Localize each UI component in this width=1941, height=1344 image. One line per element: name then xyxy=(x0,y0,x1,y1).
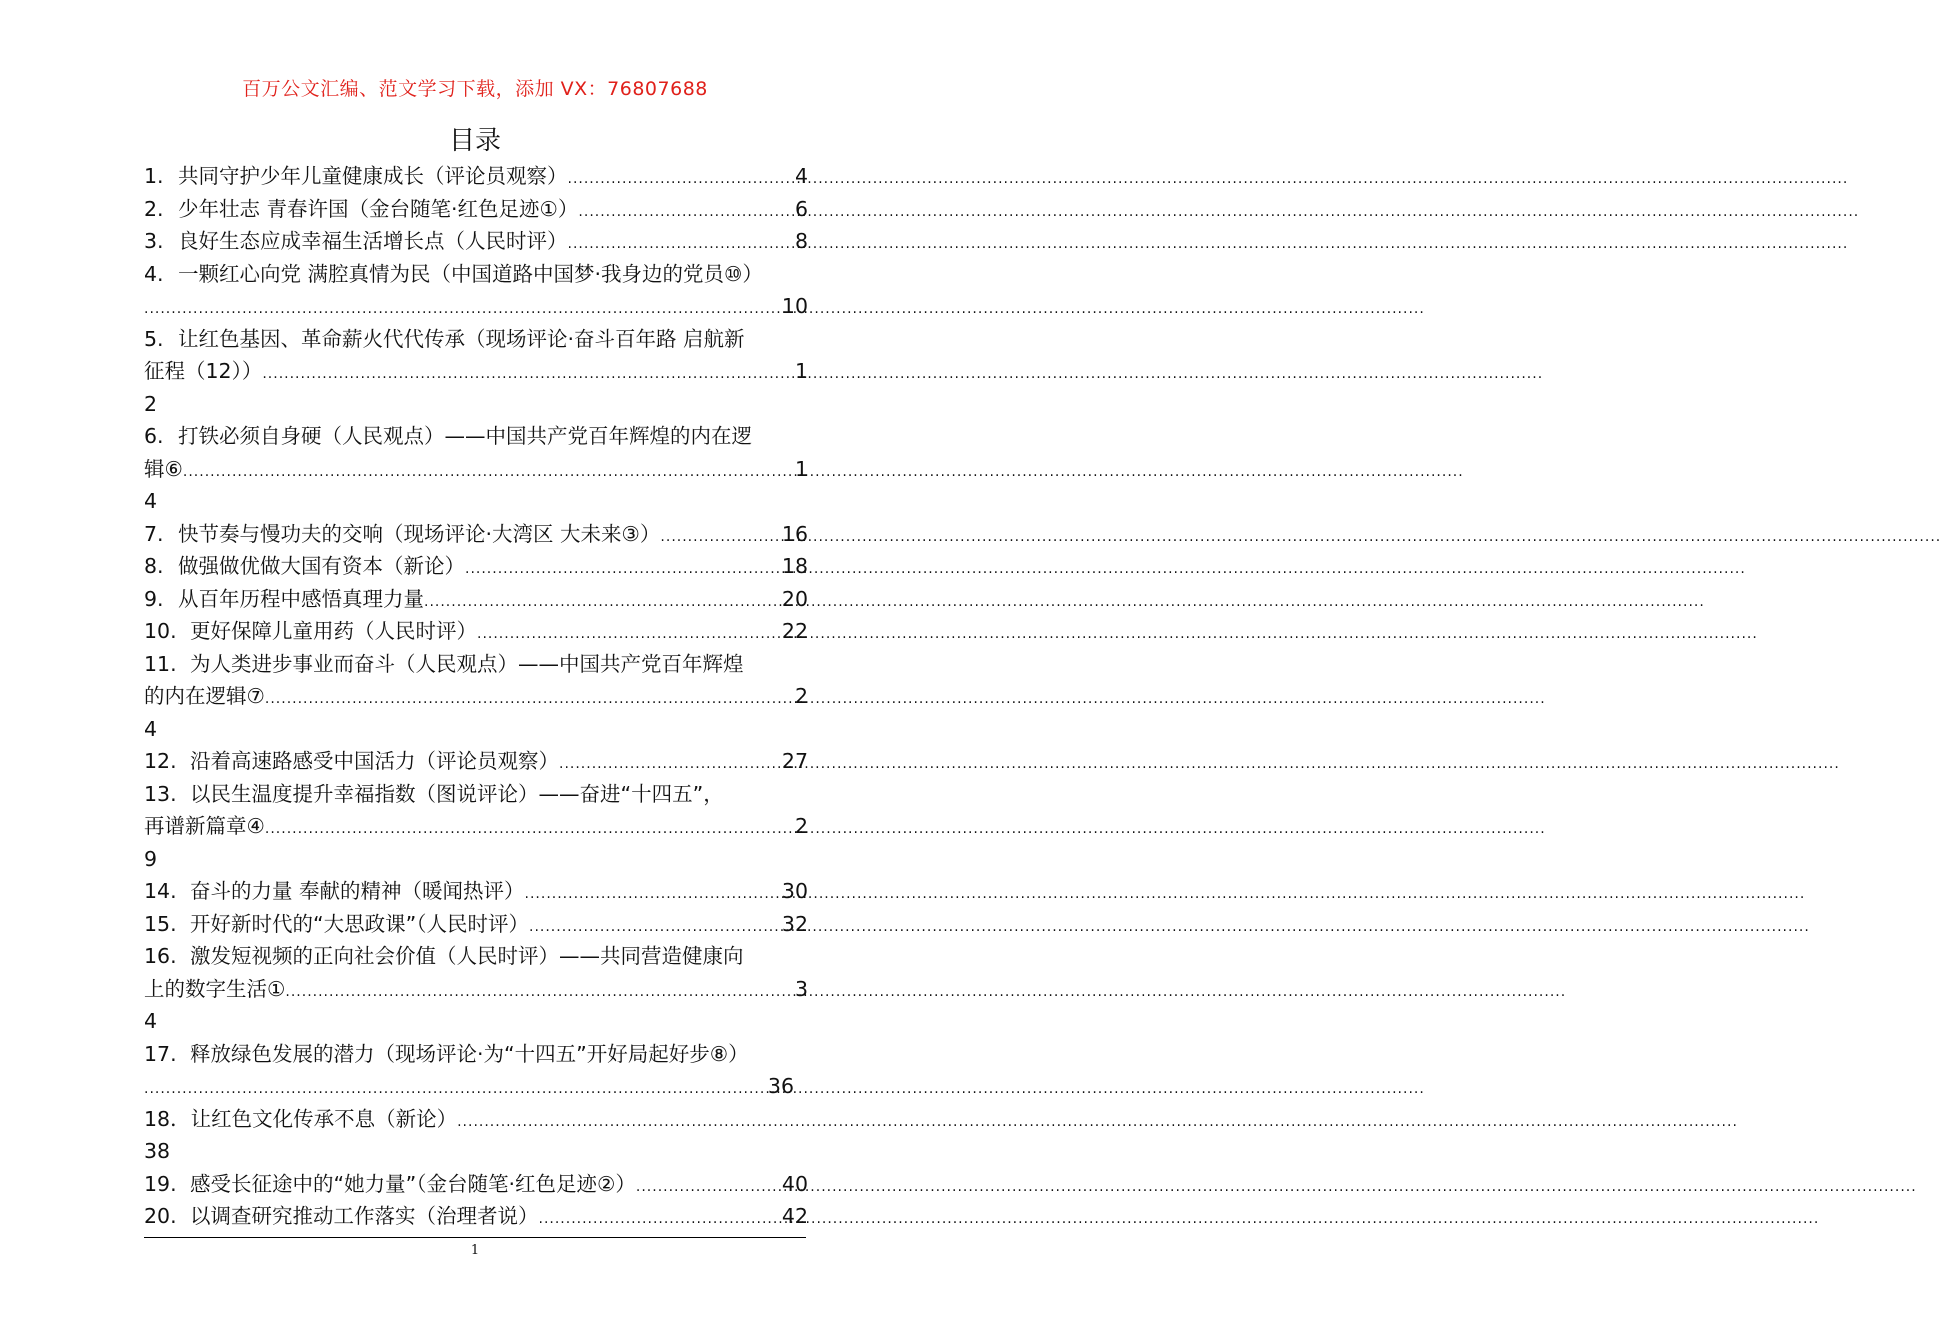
toc-entry[interactable]: 8. 做强做优做大国有资本（新论） ..... 18 xyxy=(144,550,808,583)
toc-entry-page-wrap xyxy=(144,485,808,518)
toc-entry-page: 1 xyxy=(794,456,808,481)
toc-entry[interactable]: 7. 快节奏与慢功夫的交响（现场评论·大湾区 大未来③） ..... 16 xyxy=(144,518,808,551)
toc-entry-page: 2 xyxy=(144,391,158,416)
footer-divider xyxy=(144,1237,806,1238)
leader-dots xyxy=(183,462,793,482)
toc-entry[interactable]: 16. 激发短视频的正向社会价值（人民时评）——共同营造健康向 xyxy=(144,940,808,973)
toc-entry-title: 良好生态应成幸福生活增长点（人民时评） xyxy=(178,229,568,253)
toc-entry-title: 的内在逻辑⑦ xyxy=(144,684,265,708)
toc-entry-continuation[interactable] xyxy=(144,680,808,713)
toc-entry-title: 辑⑥ xyxy=(144,456,183,481)
toc-entry-title: 做强做优做大国有资本（新论） xyxy=(178,554,465,578)
toc-entry[interactable]: 15. 开好新时代的“大思政课”（人民时评） ..... 32 xyxy=(144,908,808,941)
toc-entry-page: 4 xyxy=(144,1009,158,1033)
toc-entry-page: 30 xyxy=(781,879,808,903)
toc-entry-title: 以民生温度提升幸福指数（图说评论）——奋进“十四五”， xyxy=(190,781,724,806)
toc-entry-page: 9 xyxy=(144,846,158,871)
toc-entry-title: 征程（12）） xyxy=(144,359,263,383)
leader-dots xyxy=(265,819,793,839)
leader-dots xyxy=(285,982,793,1002)
toc-entry-title: 再谱新篇章④ xyxy=(144,814,265,838)
toc-entry-title: 快节奏与慢功夫的交响（现场评论·大湾区 大未来③） xyxy=(178,521,661,546)
toc-entry-page: 8 xyxy=(794,229,808,253)
toc-entry-continuation[interactable] xyxy=(144,290,808,323)
toc-entry-title: 感受长征途中的“她力量”（金台随笔·红色足迹②） xyxy=(190,1171,636,1196)
toc-entry-page: 4 xyxy=(794,164,808,188)
toc-entry-page-wrap xyxy=(144,713,808,746)
toc-entry-title: 共同守护少年儿童健康成长（评论员观察） xyxy=(178,164,568,188)
toc-entry-title: 打铁必须自身硬（人民观点）——中国共产党百年辉煌的内在逻 xyxy=(178,424,752,448)
footer-page-number: 1 xyxy=(470,1243,480,1258)
toc-entry[interactable]: 18． 让红色文化传承不息（新论） ..... xyxy=(144,1103,808,1136)
leader-dots xyxy=(529,917,780,937)
toc-entry-page-wrap xyxy=(144,843,808,876)
toc-entry-title: 让红色基因、革命薪火代代传承（现场评论·奋斗百年路 启航新 xyxy=(178,326,745,351)
toc-entry-page: 20 xyxy=(781,586,808,611)
toc-entry-page: 2 xyxy=(794,684,808,708)
leader-dots xyxy=(578,202,793,222)
leader-dots xyxy=(525,884,780,904)
toc-entry[interactable]: 1. 共同守护少年儿童健康成长（评论员观察） ..... 4 xyxy=(144,160,808,193)
toc-entry-page: 6 xyxy=(794,196,808,221)
toc-entry-title: 激发短视频的正向社会价值（人民时评）——共同营造健康向 xyxy=(190,944,744,968)
toc-entry-page-wrap xyxy=(144,1005,808,1038)
toc-entry-continuation[interactable] xyxy=(144,810,808,843)
leader-dots xyxy=(457,1112,786,1132)
leader-dots xyxy=(144,299,780,319)
toc-entry-page: 10 xyxy=(781,294,808,318)
toc-entry[interactable]: 20. 以调查研究推动工作落实（治理者说） ..... 42 xyxy=(144,1200,808,1233)
leader-dots xyxy=(465,559,780,579)
toc-entry-title: 从百年历程中感悟真理力量 xyxy=(178,586,424,611)
leader-dots xyxy=(559,754,780,774)
leader-dots xyxy=(636,1177,780,1197)
toc-entry[interactable]: 9. 从百年历程中感悟真理力量 ..... 20 xyxy=(144,583,808,616)
toc-entry-continuation[interactable] xyxy=(144,973,808,1006)
toc-entry-continuation[interactable] xyxy=(144,453,808,486)
toc-entry-title: 释放绿色发展的潜力（现场评论·为“十四五”开好局起好步⑧） xyxy=(190,1041,749,1066)
toc-entry[interactable]: 17. 释放绿色发展的潜力（现场评论·为“十四五”开好局起好步⑧） xyxy=(144,1038,808,1071)
leader-dots xyxy=(568,234,793,254)
toc-entry-title: 奋斗的力量 奉献的精神（暖闻热评） xyxy=(190,879,525,903)
toc-entry[interactable]: 6. 打铁必须自身硬（人民观点）——中国共产党百年辉煌的内在逻 xyxy=(144,420,808,453)
toc-entry-title: 上的数字生活① xyxy=(144,976,286,1001)
toc-entry[interactable]: 13. 以民生温度提升幸福指数（图说评论）——奋进“十四五”， xyxy=(144,778,808,811)
leader-dots xyxy=(424,592,780,612)
toc-entry-page-wrap xyxy=(144,1135,808,1168)
toc-entry-title: 为人类进步事业而奋斗（人民观点）——中国共产党百年辉煌 xyxy=(190,651,744,676)
toc-entry[interactable]: 2. 少年壮志 青春许国（金台随笔·红色足迹①） ..... 6 xyxy=(144,193,808,226)
leader-dots xyxy=(660,527,779,547)
toc-entry-page: 16 xyxy=(781,521,808,546)
document-page xyxy=(0,0,950,1344)
toc-entry-page: 40 xyxy=(781,1171,808,1196)
toc-entry-continuation[interactable] xyxy=(144,355,808,388)
toc-entry-title: 让红色文化传承不息（新论） xyxy=(190,1106,458,1131)
toc-entry-page: 3 xyxy=(794,976,808,1001)
toc-entry-page: 36 xyxy=(767,1074,794,1098)
toc-entry-page: 18 xyxy=(781,554,808,578)
toc-entry-page: 42 xyxy=(781,1204,808,1228)
table-of-contents xyxy=(144,160,808,1233)
toc-entry-page: 32 xyxy=(781,911,808,936)
toc-entry-title: 更好保障儿童用药（人民时评） xyxy=(190,619,477,643)
toc-entry-title: 开好新时代的“大思政课”（人民时评） xyxy=(190,911,529,936)
toc-entry-page: 2 xyxy=(794,814,808,838)
toc-entry-page: 1 xyxy=(794,359,808,383)
toc-entry-title: 沿着高速路感受中国活力（评论员观察） xyxy=(190,749,559,773)
leader-dots xyxy=(568,169,793,189)
header-watermark-note: 百万公文汇编、范文学习下载，添加 VX：76807688 xyxy=(242,78,708,100)
toc-entry-page: 27 xyxy=(781,749,808,773)
toc-entry-page-wrap xyxy=(144,388,808,421)
toc-entry-page: 38 xyxy=(144,1139,171,1163)
leader-dots xyxy=(477,624,780,644)
toc-entry[interactable]: 19. 感受长征途中的“她力量”（金台随笔·红色足迹②） ..... 40 xyxy=(144,1168,808,1201)
leader-dots xyxy=(144,1079,766,1099)
toc-entry-page: 22 xyxy=(781,619,808,643)
toc-title: 目录 xyxy=(448,126,501,156)
toc-entry[interactable]: 10. 更好保障儿童用药（人民时评） ..... 22 xyxy=(144,615,808,648)
leader-dots xyxy=(539,1209,780,1229)
toc-entry-title: 少年壮志 青春许国（金台随笔·红色足迹①） xyxy=(178,196,579,221)
toc-entry[interactable]: 14. 奋斗的力量 奉献的精神（暖闻热评） ..... 30 xyxy=(144,875,808,908)
toc-entry[interactable]: 3. 良好生态应成幸福生活增长点（人民时评） ..... 8 xyxy=(144,225,808,258)
leader-dots xyxy=(262,364,793,384)
toc-entry[interactable]: 4. 一颗红心向党 满腔真情为民（中国道路中国梦·我身边的党员⑩） xyxy=(144,258,808,291)
toc-entry-page: 4 xyxy=(144,489,158,513)
toc-entry-page: 4 xyxy=(144,716,158,741)
leader-dots xyxy=(265,689,793,709)
toc-entry[interactable]: 5. 让红色基因、革命薪火代代传承（现场评论·奋斗百年路 启航新 xyxy=(144,323,808,356)
toc-entry-continuation[interactable] xyxy=(144,1070,808,1103)
toc-entry-title: 一颗红心向党 满腔真情为民（中国道路中国梦·我身边的党员⑩） xyxy=(178,261,763,286)
toc-entry[interactable]: 11. 为人类进步事业而奋斗（人民观点）——中国共产党百年辉煌 xyxy=(144,648,808,681)
toc-entry-title: 以调查研究推动工作落实（治理者说） xyxy=(190,1204,539,1228)
toc-entry[interactable]: 12. 沿着高速路感受中国活力（评论员观察） ..... 27 xyxy=(144,745,808,778)
